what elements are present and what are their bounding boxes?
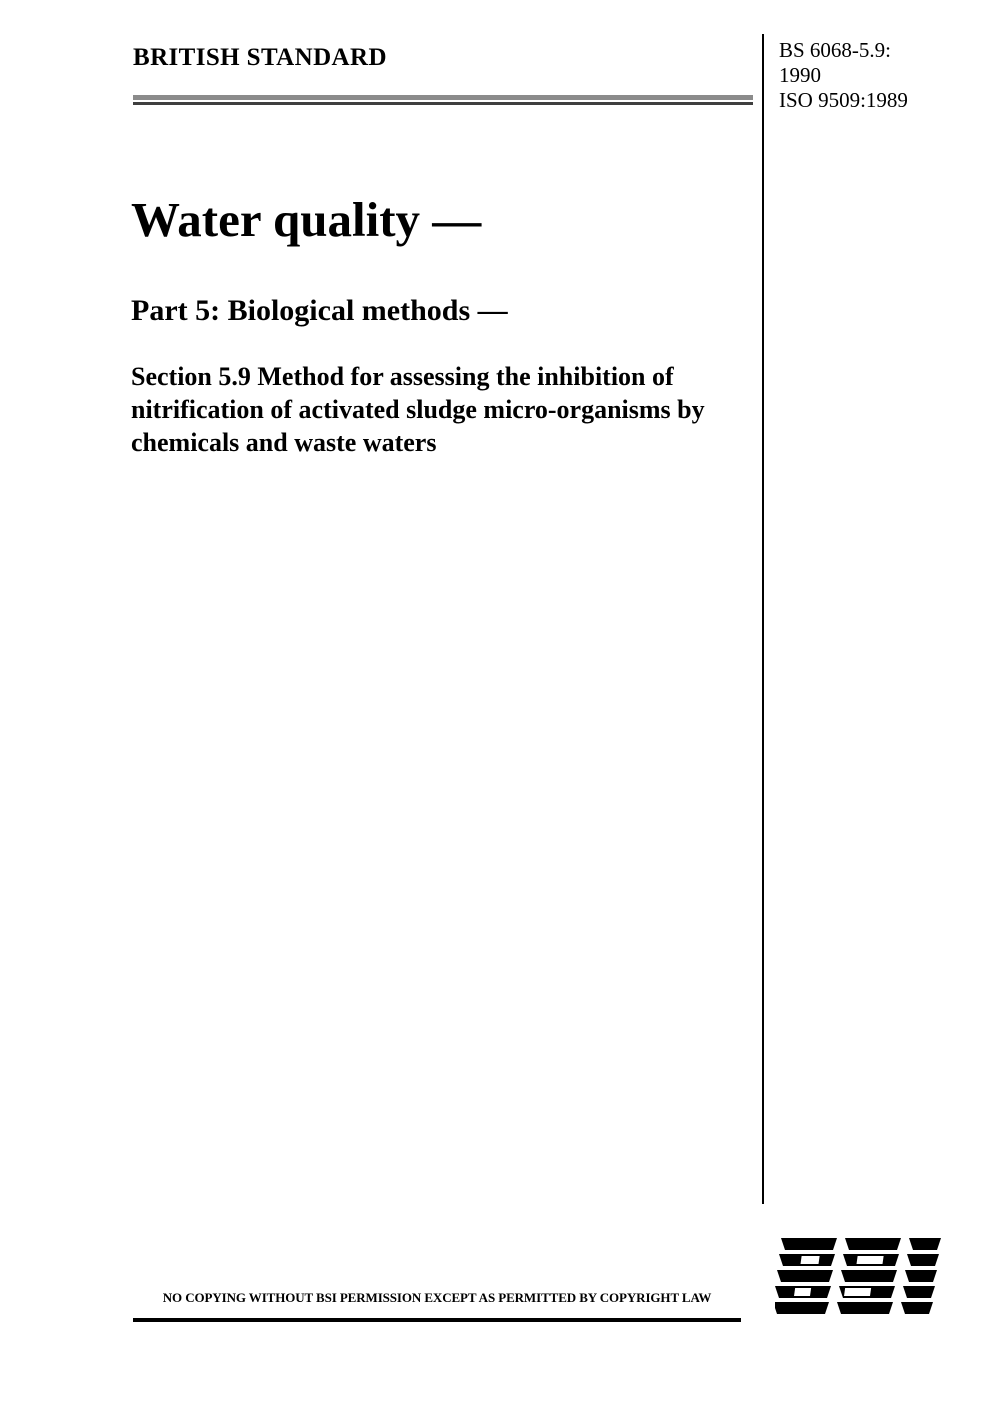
standard-number: BS 6068-5.9:: [779, 38, 892, 62]
vertical-divider: [762, 34, 764, 1204]
footer-divider: [133, 1318, 741, 1322]
british-standard-header: BRITISH STANDARD: [133, 44, 387, 71]
copyright-notice: NO COPYING WITHOUT BSI PERMISSION EXCEPT AS PERMITTED BY COPYRIGHT LAW: [162, 1290, 712, 1305]
standard-year: 1990: [779, 63, 821, 87]
bsi-logo-icon: [775, 1232, 947, 1324]
header-divider: [133, 95, 753, 105]
section-subtitle: Section 5.9 Method for assessing the inhibition of nitrification of activated sludge micro-organisms by chemicals and waste waters: [131, 362, 705, 457]
iso-reference: ISO 9509:1989: [779, 88, 908, 112]
header-rule-thin: [133, 102, 753, 105]
page-title: Water quality —: [131, 192, 482, 247]
standard-reference-block: [779, 38, 908, 113]
part-subtitle: Part 5: Biological methods —: [131, 294, 508, 327]
